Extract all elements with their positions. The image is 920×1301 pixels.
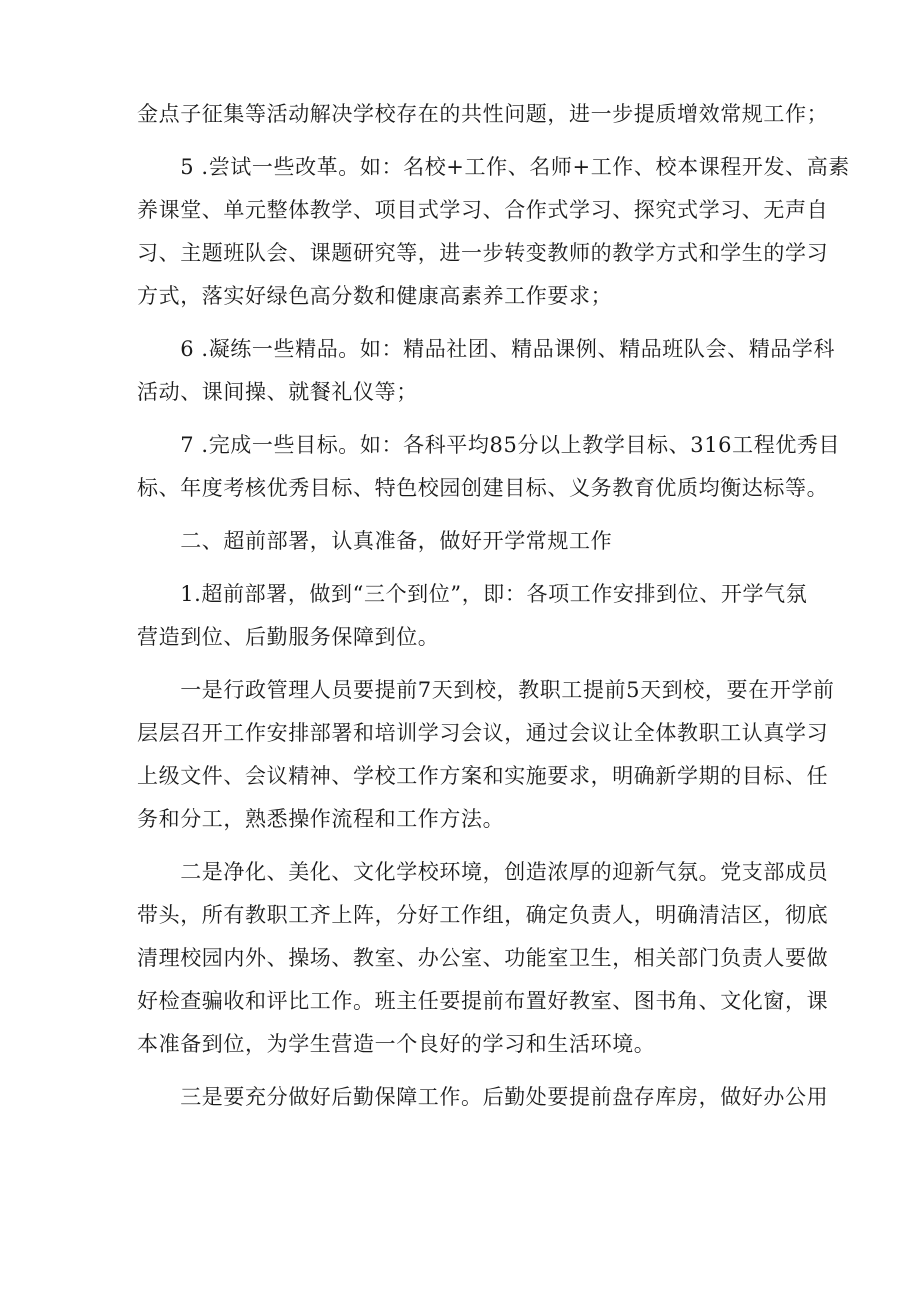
text-line: 5 .尝试一些改革。如：名校+工作、名师+工作、校本课程开发、高素 bbox=[137, 155, 850, 179]
paragraph-item-6 bbox=[137, 328, 836, 414]
document-page bbox=[137, 93, 850, 1119]
paragraph-second bbox=[137, 851, 829, 1066]
paragraph-item-1 bbox=[137, 573, 808, 659]
text-line: 养课堂、单元整体教学、项目式学习、合作式学习、探究式学习、无声自 bbox=[137, 198, 829, 222]
paragraph-item-7 bbox=[137, 424, 841, 510]
text-line: 一是行政管理人员要提前7天到校，教职工提前5天到校，要在开学前 bbox=[137, 678, 835, 702]
text-line: 6 .凝练一些精品。如：精品社团、精品课例、精品班队会、精品学科 bbox=[137, 337, 836, 361]
text-line: 务和分工，熟悉操作流程和工作方法。 bbox=[137, 807, 505, 831]
text-line: 金点子征集等活动解决学校存在的共性问题，进一步提质增效常规工作； bbox=[137, 102, 829, 126]
text-line: 活动、课间操、就餐礼仪等； bbox=[137, 380, 418, 404]
text-line: 上级文件、会议精神、学校工作方案和实施要求，明确新学期的目标、任 bbox=[137, 764, 829, 788]
text-line: 层层召开工作安排部署和培训学习会议，通过会议让全体教职工认真学习 bbox=[137, 721, 829, 745]
text-line: 习、主题班队会、课题研究等，进一步转变教师的教学方式和学生的学习 bbox=[137, 241, 829, 265]
paragraph-continuation bbox=[137, 93, 829, 136]
section-heading bbox=[137, 520, 791, 563]
text-line: 清理校园内外、操场、教室、办公室、功能室卫生，相关部门负责人要做 bbox=[137, 946, 829, 970]
text-line: 好检查骗收和评比工作。班主任要提前布置好教室、图书角、文化窗，课 bbox=[137, 989, 829, 1013]
paragraph-first bbox=[137, 669, 835, 841]
text-line: 二是净化、美化、文化学校环境，创造浓厚的迎新气氛。党支部成员 bbox=[137, 860, 829, 884]
paragraph-third bbox=[137, 1076, 829, 1119]
paragraph-item-5 bbox=[137, 146, 850, 318]
text-line: 标、年度考核优秀目标、特色校园创建目标、义务教育优质均衡达标等。 bbox=[137, 476, 829, 500]
text-line: 1.超前部署，做到“三个到位”，即：各项工作安排到位、开学气氛 bbox=[137, 582, 808, 606]
heading-line: 二、超前部署，认真准备，做好开学常规工作 bbox=[137, 529, 613, 553]
text-line: 7 .完成一些目标。如：各科平均85分以上教学目标、316工程优秀目 bbox=[137, 433, 841, 457]
text-line: 方式，落实好绿色高分数和健康高素养工作要求； bbox=[137, 284, 613, 308]
text-line: 带头，所有教职工齐上阵，分好工作组，确定负责人，明确清洁区，彻底 bbox=[137, 903, 829, 927]
text-line: 营造到位、后勤服务保障到位。 bbox=[137, 625, 440, 649]
text-line: 本准备到位，为学生营造一个良好的学习和生活环境。 bbox=[137, 1032, 656, 1056]
text-line: 三是要充分做好后勤保障工作。后勤处要提前盘存库房，做好办公用 bbox=[137, 1085, 829, 1109]
